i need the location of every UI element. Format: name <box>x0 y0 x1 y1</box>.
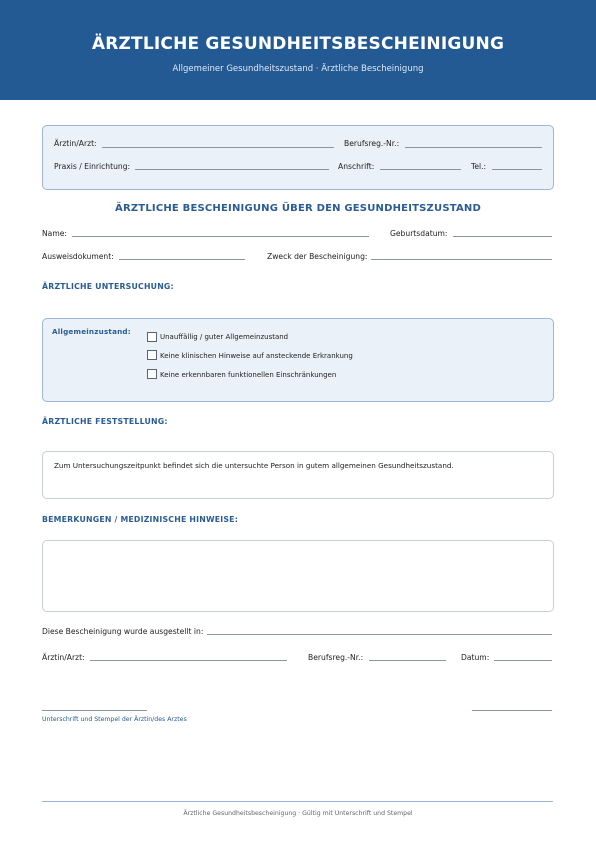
doctor-reg-field[interactable] <box>405 147 542 148</box>
name-label: Name: <box>42 229 67 238</box>
address-field[interactable] <box>380 169 461 170</box>
phone-field[interactable] <box>492 169 542 170</box>
id-document-field[interactable] <box>119 259 245 260</box>
purpose-label: Zweck der Bescheinigung: <box>267 252 368 261</box>
dob-field[interactable] <box>453 236 552 237</box>
finding-box <box>42 451 554 499</box>
footer-text: Ärztliche Gesundheitsbescheinigung · Gültig mit Unterschrift und Stempel <box>183 810 413 817</box>
purpose-field[interactable] <box>371 259 552 260</box>
stamp-line[interactable] <box>472 710 552 711</box>
issue-doctor-field[interactable] <box>90 660 287 661</box>
doctor-info-box <box>42 125 554 190</box>
general-condition-label: Allgemeinzustand: <box>52 327 131 336</box>
practice-label: Praxis / Einrichtung: <box>54 162 131 171</box>
option-checkbox-2[interactable] <box>147 350 157 360</box>
remarks-textarea[interactable] <box>42 540 554 612</box>
dob-label: Geburtsdatum: <box>390 229 448 238</box>
id-document-label: Ausweisdokument: <box>42 252 114 261</box>
option-label-1: Unauffällig / guter Allgemeinzustand <box>160 333 289 341</box>
option-label-3: Keine erkennbaren funktionellen Einschränkungen <box>160 371 337 379</box>
issue-reg-field[interactable] <box>369 660 446 661</box>
page-title: ÄRZTLICHE GESUNDHEITSBESCHEINIGUNG <box>91 34 505 54</box>
issued-in-label: Diese Bescheinigung wurde ausgestellt in: <box>42 627 204 636</box>
page-subtitle: Allgemeiner Gesundheitszustand · Ärztliche Bescheinigung <box>172 64 424 74</box>
footer-divider <box>42 801 553 802</box>
option-checkbox-1[interactable] <box>147 332 157 342</box>
option-label-2: Keine klinischen Hinweise auf ansteckende Erkrankung <box>160 352 353 360</box>
finding-text: Zum Untersuchungszeitpunkt befindet sich die untersuchte Person in gutem allgemeinen Gesundheitszustand. <box>54 461 454 470</box>
doctor-label: Ärztin/Arzt: <box>54 139 97 148</box>
doctor-reg-label: Berufsreg.-Nr.: <box>344 139 400 148</box>
date-field[interactable] <box>494 660 552 661</box>
option-checkbox-3[interactable] <box>147 369 157 379</box>
date-label: Datum: <box>461 653 490 662</box>
remarks-heading: BEMERKUNGEN / MEDIZINISCHE HINWEISE: <box>42 515 239 524</box>
address-label: Anschrift: <box>338 162 375 171</box>
doctor-name-field[interactable] <box>102 147 334 148</box>
issued-in-field[interactable] <box>207 634 552 635</box>
phone-label: Tel.: <box>471 162 487 171</box>
issue-doctor-label: Ärztin/Arzt: <box>42 653 85 662</box>
name-field[interactable] <box>72 236 369 237</box>
finding-heading: ÄRZTLICHE FESTSTELLUNG: <box>42 417 168 426</box>
signature-line[interactable] <box>42 710 147 711</box>
header-banner <box>0 0 596 100</box>
practice-field[interactable] <box>135 169 329 170</box>
certificate-title: ÄRZTLICHE BESCHEINIGUNG ÜBER DEN GESUNDHEITSZUSTAND <box>115 203 481 214</box>
issue-reg-label: Berufsreg.-Nr.: <box>308 653 364 662</box>
examination-heading: ÄRZTLICHE UNTERSUCHUNG: <box>42 282 174 291</box>
signature-caption: Unterschrift und Stempel der Ärztin/des Arztes <box>42 716 187 723</box>
